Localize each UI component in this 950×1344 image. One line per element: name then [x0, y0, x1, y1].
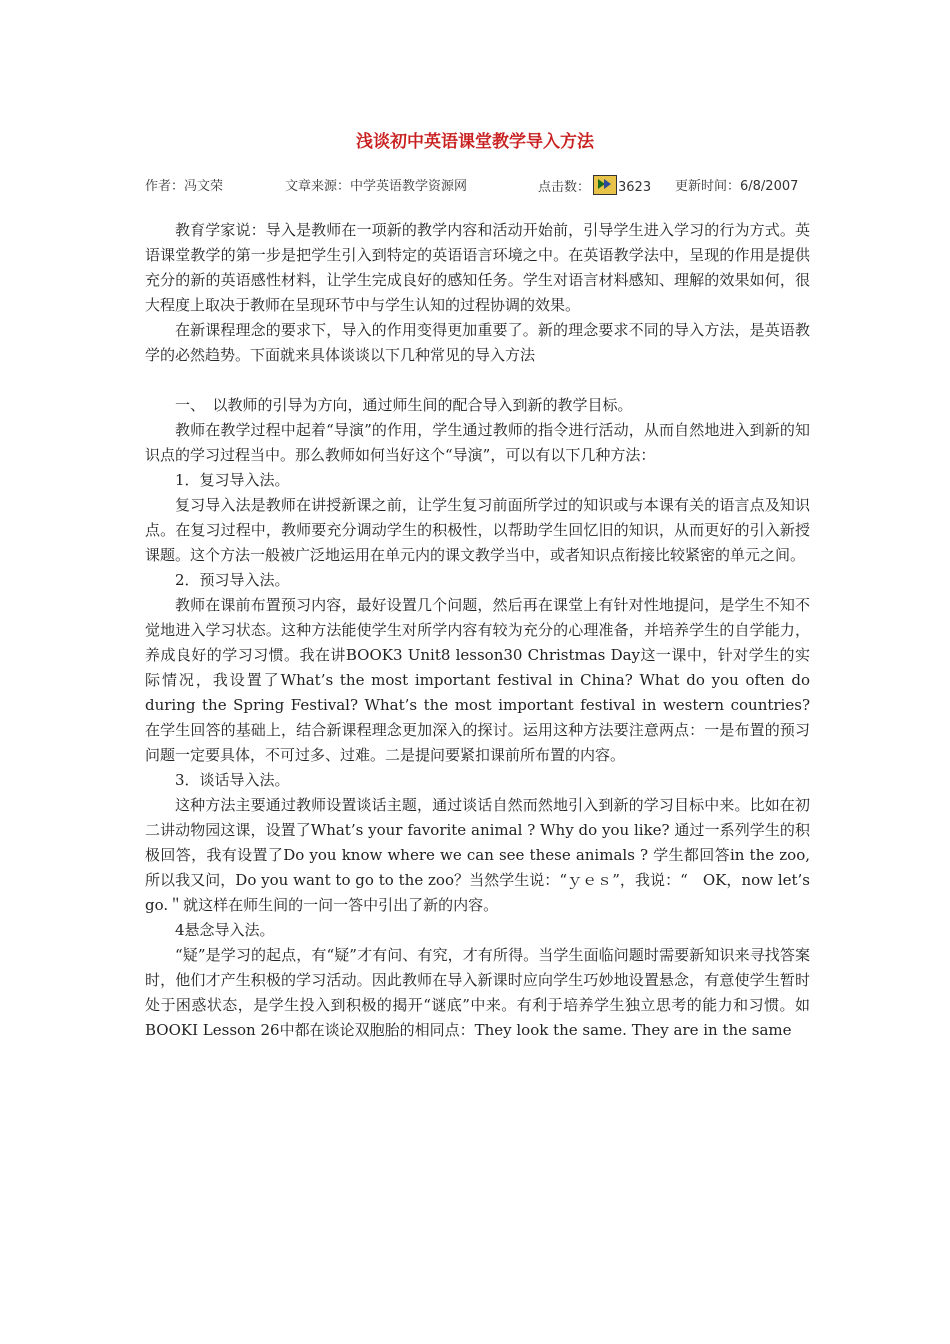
method-heading-preview: 2．预习导入法。 [175, 571, 290, 589]
author-info: 作者：冯文荣 [145, 179, 224, 194]
update-time: 更新时间：6/8/2007 [675, 179, 799, 194]
method-heading-review: 1．复习导入法。 [175, 471, 290, 489]
click-count-value: 3623 [618, 180, 652, 195]
article-title: 浅谈初中英语课堂教学导入方法 [356, 132, 594, 152]
section-heading-1: 一、 以教师的引导为方向，通过师生间的配合导入到新的教学目标。 [175, 396, 633, 414]
paragraph-teacher-role: 教师在教学过程中起着“导演”的作用，学生通过教师的指令进行活动，从而自然地进入到新的知识点的学习过程当中。那么教师如何当好这个“导演”，可以有以下几种方法： [145, 421, 810, 464]
source-info: 文章来源：中学英语教学资源网 [285, 179, 468, 194]
click-count-label: 点击数： [538, 180, 591, 195]
paragraph-suspense-method: “疑”是学习的起点，有“疑”才有问、有究，才有所得。当学生面临问题时需要新知识来寻找答案时，他们才产生积极的学习活动。因此教师在导入新课时应向学生巧妙地设置悬念，有意使学生暂时处于困惑状态，是学生投入到积极的揭开“谜底”中来。有利于培养学生独立思考的能力和习惯。如BOOKI Lesson 26中都在谈论双胞胎的相同点：They look the same. They are in the same [145, 946, 810, 1039]
paragraph-new-curriculum: 在新课程理念的要求下，导入的作用变得更加重要了。新的理念要求不同的导入方法，是英语教学的必然趋势。下面就来具体谈谈以下几种常见的导入方法 [145, 321, 810, 364]
method-heading-suspense: 4悬念导入法。 [175, 921, 275, 939]
click-counter-icon [593, 175, 617, 195]
article-body [145, 218, 810, 1043]
paragraph-conversation-method: 这种方法主要通过教师设置谈话主题，通过谈话自然而然地引入到新的学习目标中来。比如在初二讲动物园这课，设置了What’s your favorite animal ? Why do you like? 通过一系列学生的积极回答，我有设置了Do you know where we can see these animals ? 学生都回答in the zoo, 所以我又问，Do you want to go to the zoo？当然学生说：“ｙｅｓ”，我说：“ OK，now let’s go.＂就这样在师生间的一问一答中引出了新的内容。 [145, 796, 810, 914]
method-heading-conversation: 3．谈话导入法。 [175, 771, 290, 789]
paragraph-intro: 教育学家说：导入是教师在一项新的教学内容和活动开始前，引导学生进入学习的行为方式。英语课堂教学的第一步是把学生引入到特定的英语语言环境之中。在英语教学法中，呈现的作用是提供充分的新的英语感性材料，让学生完成良好的感知任务。学生对语言材料感知、理解的效果如何，很大程度上取决于教师在呈现环节中与学生认知的过程协调的效果。 [145, 221, 810, 314]
paragraph-review-method: 复习导入法是教师在讲授新课之前，让学生复习前面所学过的知识或与本课有关的语言点及知识点。在复习过程中，教师要充分调动学生的积极性，以帮助学生回忆旧的知识，从而更好的引入新授课题。这个方法一般被广泛地运用在单元内的课文教学当中，或者知识点衔接比较紧密的单元之间。 [145, 496, 810, 564]
click-count [538, 175, 651, 193]
paragraph-preview-method: 教师在课前布置预习内容，最好设置几个问题，然后再在课堂上有针对性地提问，是学生不知不觉地进入学习状态。这种方法能使学生对所学内容有较为充分的心理准备，并培养学生的自学能力，养成良好的学习习惯。我在讲BOOK3 Unit8 lesson30 Christmas Day这一课中，针对学生的实际情况，我设置了What’s the most important festival in China? What do you often do during the Spring Festival? What’s the most important festival in western countries? 在学生回答的基础上，结合新课程理念更加深入的探讨。运用这种方法要注意两点：一是布置的预习问题一定要具体，不可过多、过难。二是提问要紧扣课前所布置的内容。 [145, 596, 810, 764]
